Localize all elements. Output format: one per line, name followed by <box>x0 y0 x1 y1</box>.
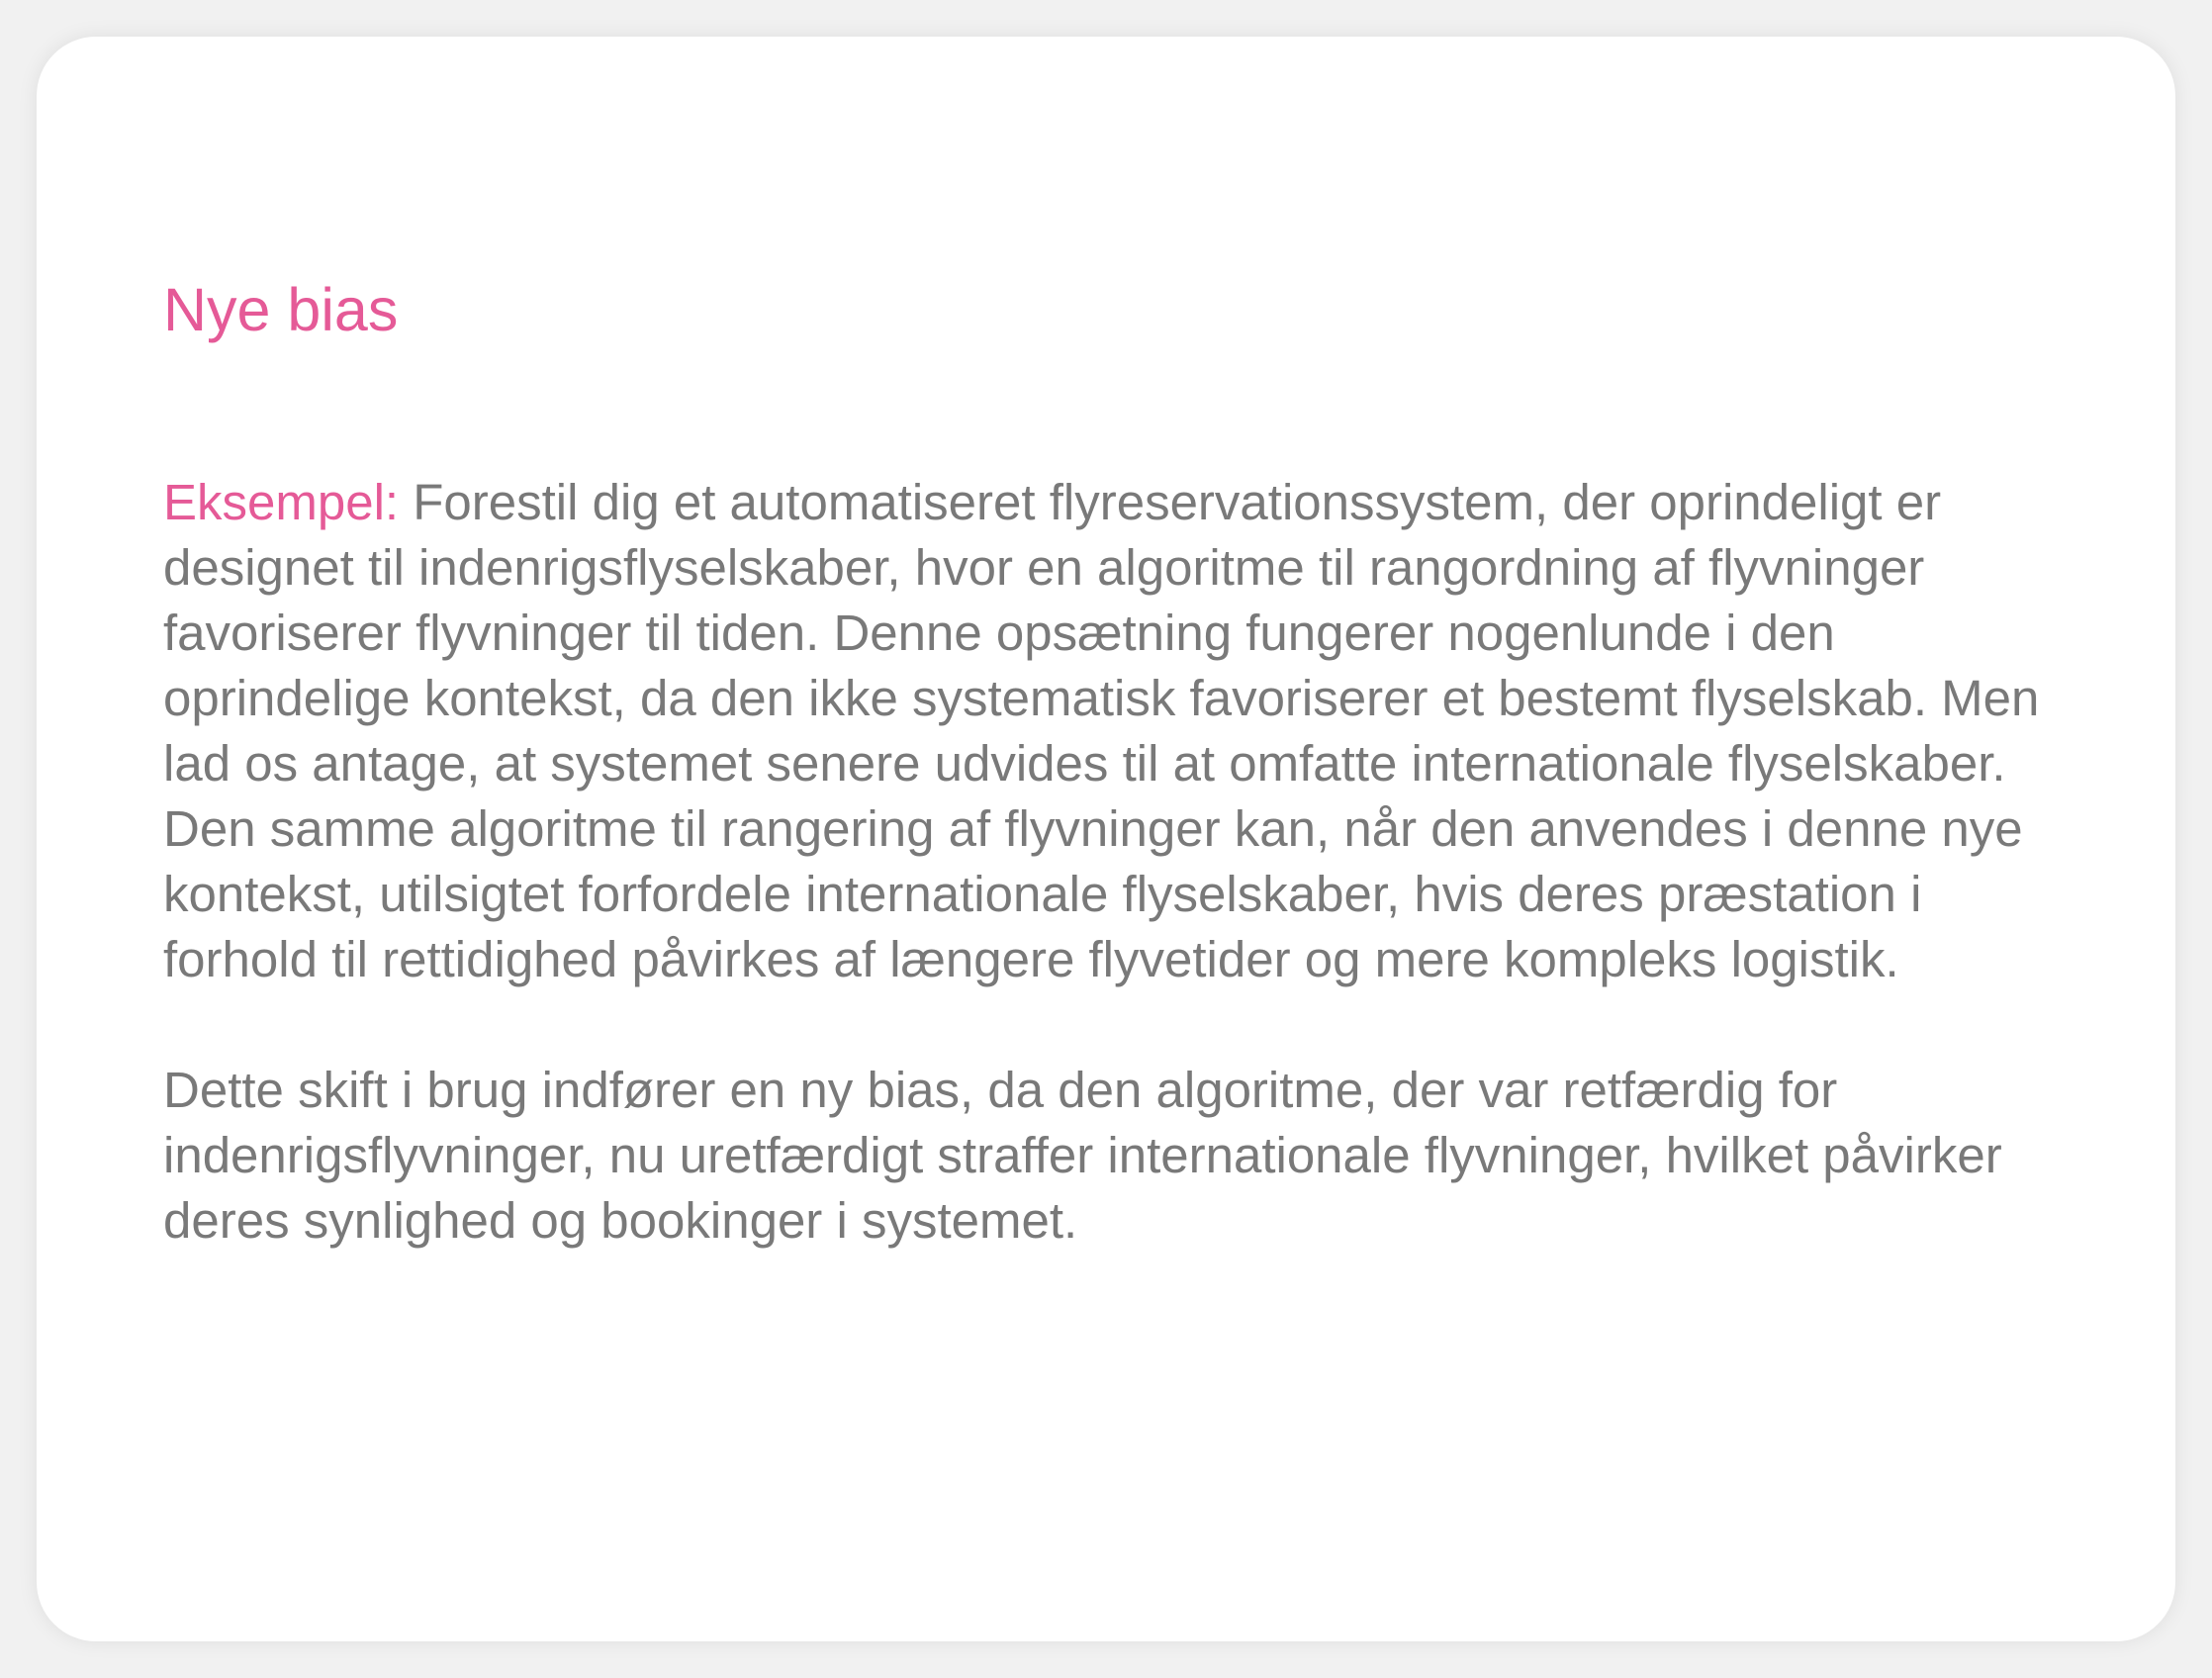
card-content <box>163 272 2102 1254</box>
slide-title: Nye bias <box>163 276 399 343</box>
conclusion-paragraph: Dette skift i brug indfører en ny bias, da den algoritme, der var retfærdig for indenrigsflyvninger, nu uretfærdigt straffer internationale flyvninger, hvilket påvirker deres synlighed og bookinger i systemet. <box>163 1062 2002 1249</box>
example-paragraph <box>163 470 2087 992</box>
content-card <box>37 37 2175 1641</box>
example-text: Forestil dig et automatiseret flyreservationssystem, der oprindeligt er designet til indenrigsflyselskaber, hvor en algoritme til rangordning af flyvninger favoriserer flyvninger til tiden. Denne opsætning fungerer nogenlunde i den oprindelige kontekst, da den ikke systematisk favoriserer et bestemt flyselskab. Men lad os antage, at systemet senere udvides til at omfatte internationale flyselskaber. Den samme algoritme til rangering af flyvninger kan, når den anvendes i denne nye kontekst, utilsigtet forfordele internationale flyselskaber, hvis deres præstation i forhold til rettidighed påvirkes af længere flyvetider og mere kompleks logistik. <box>163 474 2040 987</box>
example-label: Eksempel: <box>163 474 400 530</box>
